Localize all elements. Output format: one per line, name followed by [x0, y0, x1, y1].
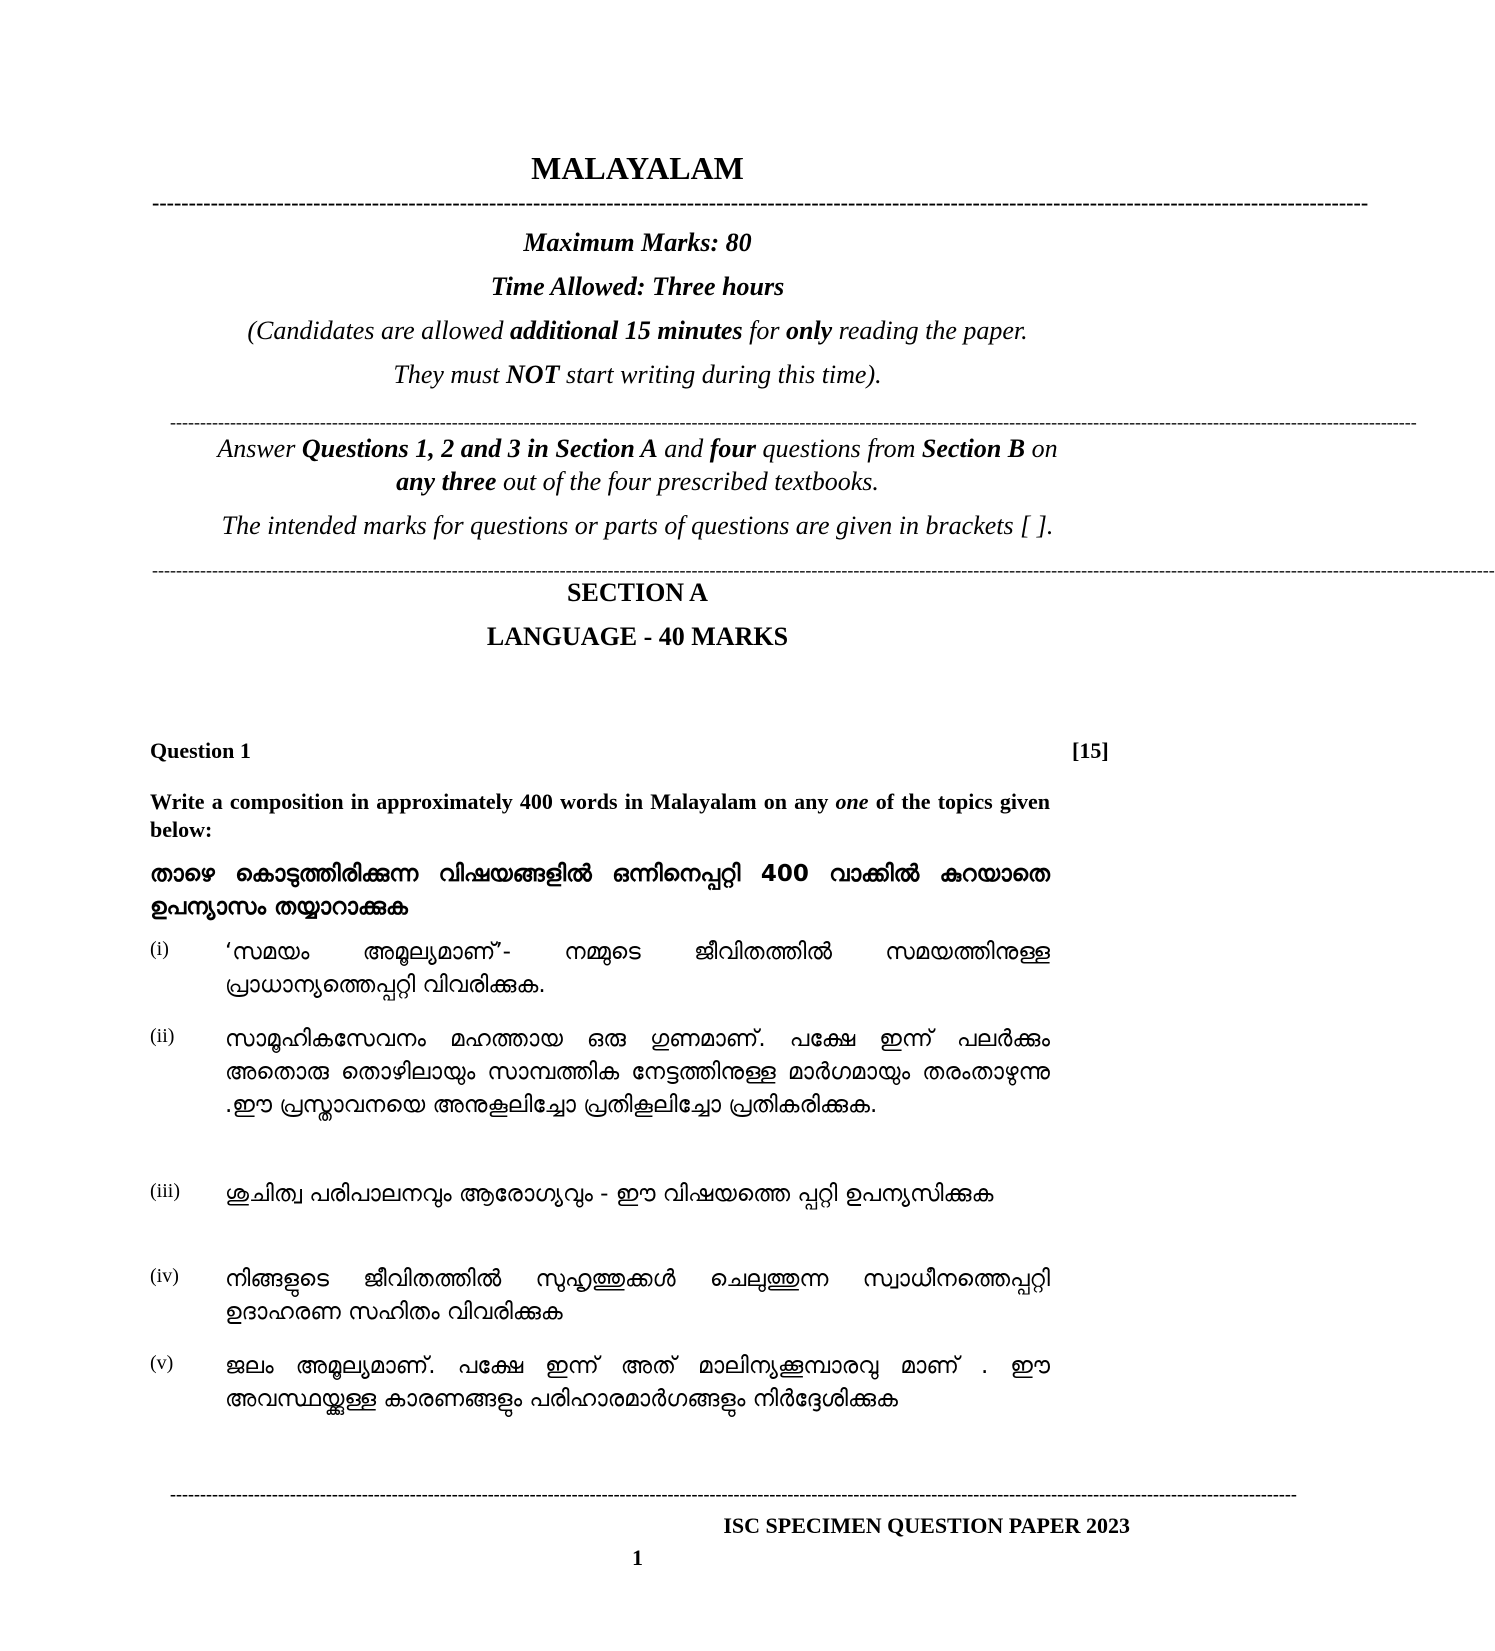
topic-number: (iv) — [150, 1265, 179, 1287]
reading-note-line1: (Candidates are allowed additional 15 minutes for only reading the paper. — [247, 316, 1028, 345]
question-label: Question 1 — [150, 738, 251, 763]
topic-number: (i) — [150, 938, 169, 960]
malayalam-instruction: താഴെ കൊടുത്തിരിക്കുന്ന വിഷയങ്ങളിൽ ഒന്നിനെപ്പറ്റി 400 വാക്കിൽ കുറയാതെ ഉപന്യാസം തയ്യാറാക്കുക — [150, 861, 1050, 920]
topic-text: സാമൂഹികസേവനം മഹത്തായ ഒരു ഗുണമാണ്. പക്ഷേ ഇന്ന് പലർക്കും അതൊരു തൊഴിലായും സാമ്പത്തിക നേട്ടത്തിനുള്ള മാർഗമായും തരംതാഴുന്നു .ഈ പ്രസ്താവനയെ അനുകൂലിച്ചോ പ്രതികൂലിച്ചോ പ്രതികരിക്കുക. — [225, 1026, 1050, 1118]
topic-text: ജലം അമൂല്യമാണ്. പക്ഷേ ഇന്ന് അത് മാലിന്യക്കൂമ്പാരവു മാണ് . ഈ അവസ്ഥയ്ക്കുള്ള കാരണങ്ങളും പരിഹാരമാർഗങ്ങളും നിർദ്ദേശിക്കുക — [225, 1353, 1050, 1412]
answer-instruction-line2: any three out of the four prescribed textbooks. — [396, 467, 879, 496]
marks-note: The intended marks for questions or parts of questions are given in brackets [ ]. — [221, 511, 1054, 540]
topic-text: ശുചിത്വ പരിപാലനവും ആരോഗ്യവും - ഈ വിഷയത്തെ പ്പറ്റി ഉപന്യസിക്കുക — [225, 1181, 994, 1207]
reading-note-line2: They must NOT start writing during this time). — [393, 360, 882, 389]
divider: ---------------------------------------------------------------------------------------------------------------------------------------------------------------------------------------------------------------- — [170, 412, 1417, 432]
page-title: MALAYALAM — [531, 150, 744, 186]
footer-divider: -------------------------------------------------------------------------------------------------------------------------------------------------------------------------------------------- — [170, 1484, 1297, 1504]
section-subtitle: LANGUAGE - 40 MARKS — [486, 622, 789, 651]
question-instruction: Write a composition in approximately 400 words in Malayalam on any one of the topics given below: — [150, 789, 1050, 842]
time-allowed: Time Allowed: Three hours — [490, 272, 785, 301]
topic-text: ‘സമയം അമൂല്യമാണ്’- നമ്മുടെ ജീവിതത്തിൽ സമയത്തിനുള്ള പ്രാധാന്യത്തെപ്പറ്റി വിവരിക്കുക. — [225, 939, 1050, 998]
answer-instruction-line1: Answer Questions 1, 2 and 3 in Section A and four questions from Section B on — [217, 434, 1058, 463]
topic-text: നിങ്ങളുടെ ജീവിതത്തിൽ സുഹൃത്തുക്കൾ ചെലുത്തുന്ന സ്വാധീനത്തെപ്പറ്റി ഉദാഹരണ സഹിതം വിവരിക്കുക — [225, 1266, 1050, 1325]
question-marks: [15] — [1072, 738, 1109, 763]
divider: ---------------------------------------------------------------------------------------------------------------------------------------------------------------------- — [152, 190, 1369, 215]
page-number: 1 — [632, 1545, 643, 1570]
topic-number: (ii) — [150, 1025, 175, 1047]
footer-paper-title: ISC SPECIMEN QUESTION PAPER 2023 — [723, 1513, 1130, 1538]
topic-number: (v) — [150, 1352, 174, 1374]
divider: -------------------------------------------------------------------------------------------------------------------------------------------------------------------------------------------------------------------------------- — [152, 560, 1495, 580]
max-marks: Maximum Marks: 80 — [523, 228, 752, 257]
topic-number: (iii) — [150, 1180, 180, 1202]
section-heading: SECTION A — [567, 578, 708, 607]
